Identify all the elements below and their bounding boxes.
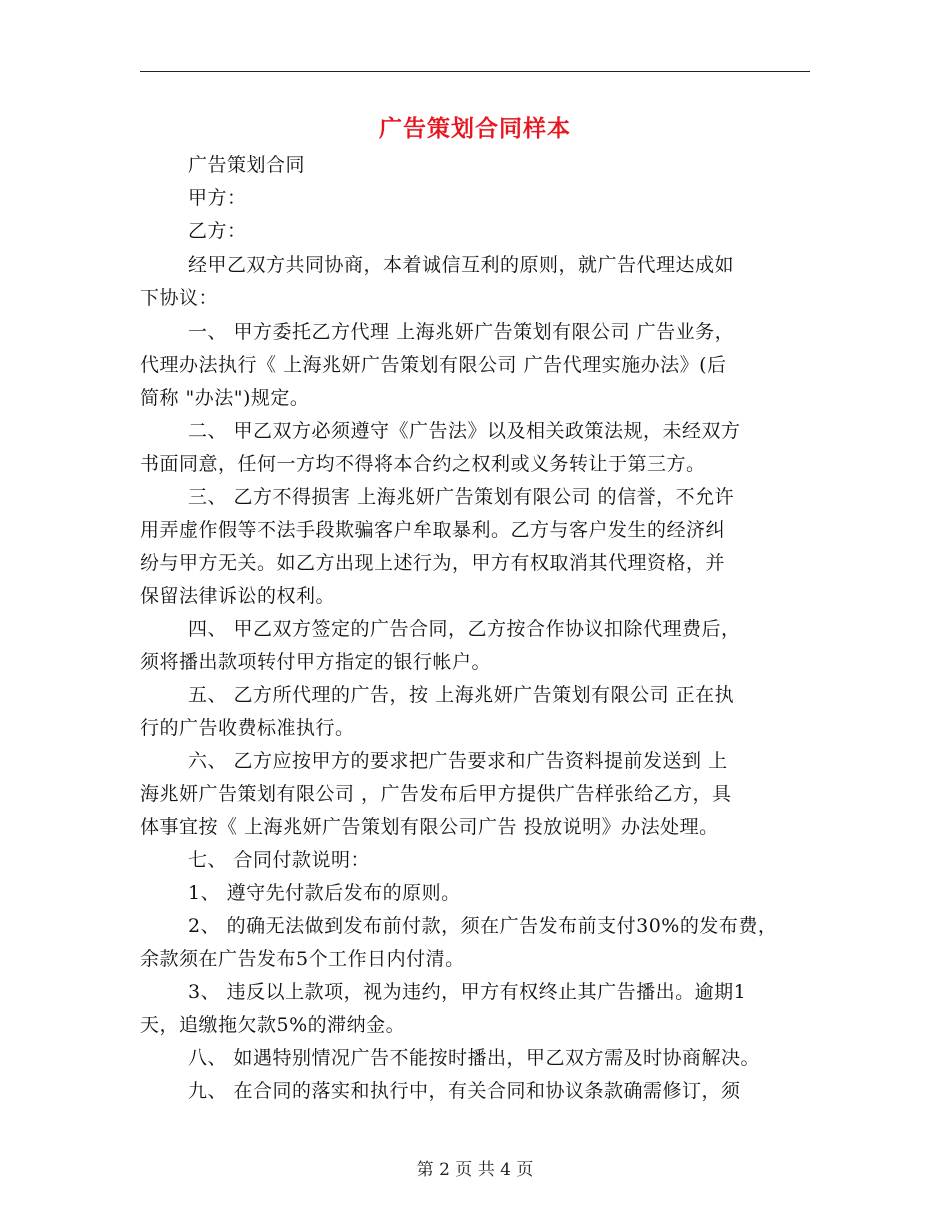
clause-3-line: 三、 乙方不得损害 上海兆妍广告策划有限公司 的信誉，不允许 — [188, 486, 735, 508]
clause-6-line: 体事宜按《 上海兆妍广告策划有限公司广告 投放说明》办法处理。 — [140, 816, 719, 838]
paragraph-line: 经甲乙双方共同协商，本着诚信互利的原则，就广告代理达成如 — [188, 254, 735, 276]
clause-1-line: 一、 甲方委托乙方代理 上海兆妍广告策划有限公司 广告业务， — [188, 321, 735, 343]
clause-3-line: 纷与甲方无关。如乙方出现上述行为，甲方有权取消其代理资格，并 — [140, 552, 726, 574]
page-number: 第 2 页 共 4 页 — [416, 1160, 534, 1180]
clause-5-line: 五、 乙方所代理的广告，按 上海兆妍广告策划有限公司 正在执 — [188, 684, 735, 706]
clause-7-line: 七、 合同付款说明： — [188, 849, 371, 871]
document-title: 广告策划合同样本 — [379, 115, 571, 142]
clause-6-line: 六、 乙方应按甲方的要求把广告要求和广告资料提前发送到 上 — [188, 750, 728, 772]
payment-item-3: 3、 违反以上款项，视为违约，甲方有权终止其广告播出。逾期1 — [188, 981, 747, 1003]
payment-item-3: 天，追缴拖欠款5%的滞纳金。 — [140, 1014, 406, 1036]
clause-3-line: 用弄虚作假等不法手段欺骗客户牟取暴利。乙方与客户发生的经济纠 — [140, 519, 726, 541]
clause-2-line: 书面同意，任何一方均不得将本合约之权利或义务转让于第三方。 — [140, 453, 706, 475]
clause-2-line: 二、 甲乙双方必须遵守《广告法》以及相关政策法规，未经双方 — [188, 420, 741, 442]
clause-6-line: 海兆妍广告策划有限公司 ，广告发布后甲方提供广告样张给乙方，具 — [140, 783, 732, 805]
payment-item-2: 余款须在广告发布5个工作日内付清。 — [140, 948, 465, 970]
clause-8-line: 八、 如遇特别情况广告不能按时播出，甲乙双方需及时协商解决。 — [188, 1047, 761, 1069]
clause-5-line: 行的广告收费标准执行。 — [140, 717, 355, 739]
clause-1-line: 简称 "办法")规定。 — [140, 387, 310, 409]
line-party-b: 乙方： — [188, 220, 247, 242]
paragraph-line: 下协议： — [140, 287, 219, 309]
line-heading: 广告策划合同 — [188, 154, 306, 176]
clause-4-line: 须将播出款项转付甲方指定的银行帐户。 — [140, 651, 492, 673]
payment-item-2: 2、 的确无法做到发布前付款，须在广告发布前支付30%的发布费， — [188, 915, 778, 937]
clause-1-line: 代理办法执行《 上海兆妍广告策划有限公司 广告代理实施办法》(后 — [140, 354, 727, 376]
payment-item-1: 1、 遵守先付款后发布的原则。 — [188, 882, 461, 904]
clause-4-line: 四、 甲乙双方签定的广告合同，乙方按合作协议扣除代理费后， — [188, 618, 741, 640]
clause-9-line: 九、 在合同的落实和执行中，有关合同和协议条款确需修订，须 — [188, 1080, 741, 1102]
line-party-a: 甲方： — [188, 187, 247, 209]
clause-3-line: 保留法律诉讼的权利。 — [140, 585, 336, 607]
header-rule — [140, 71, 810, 72]
